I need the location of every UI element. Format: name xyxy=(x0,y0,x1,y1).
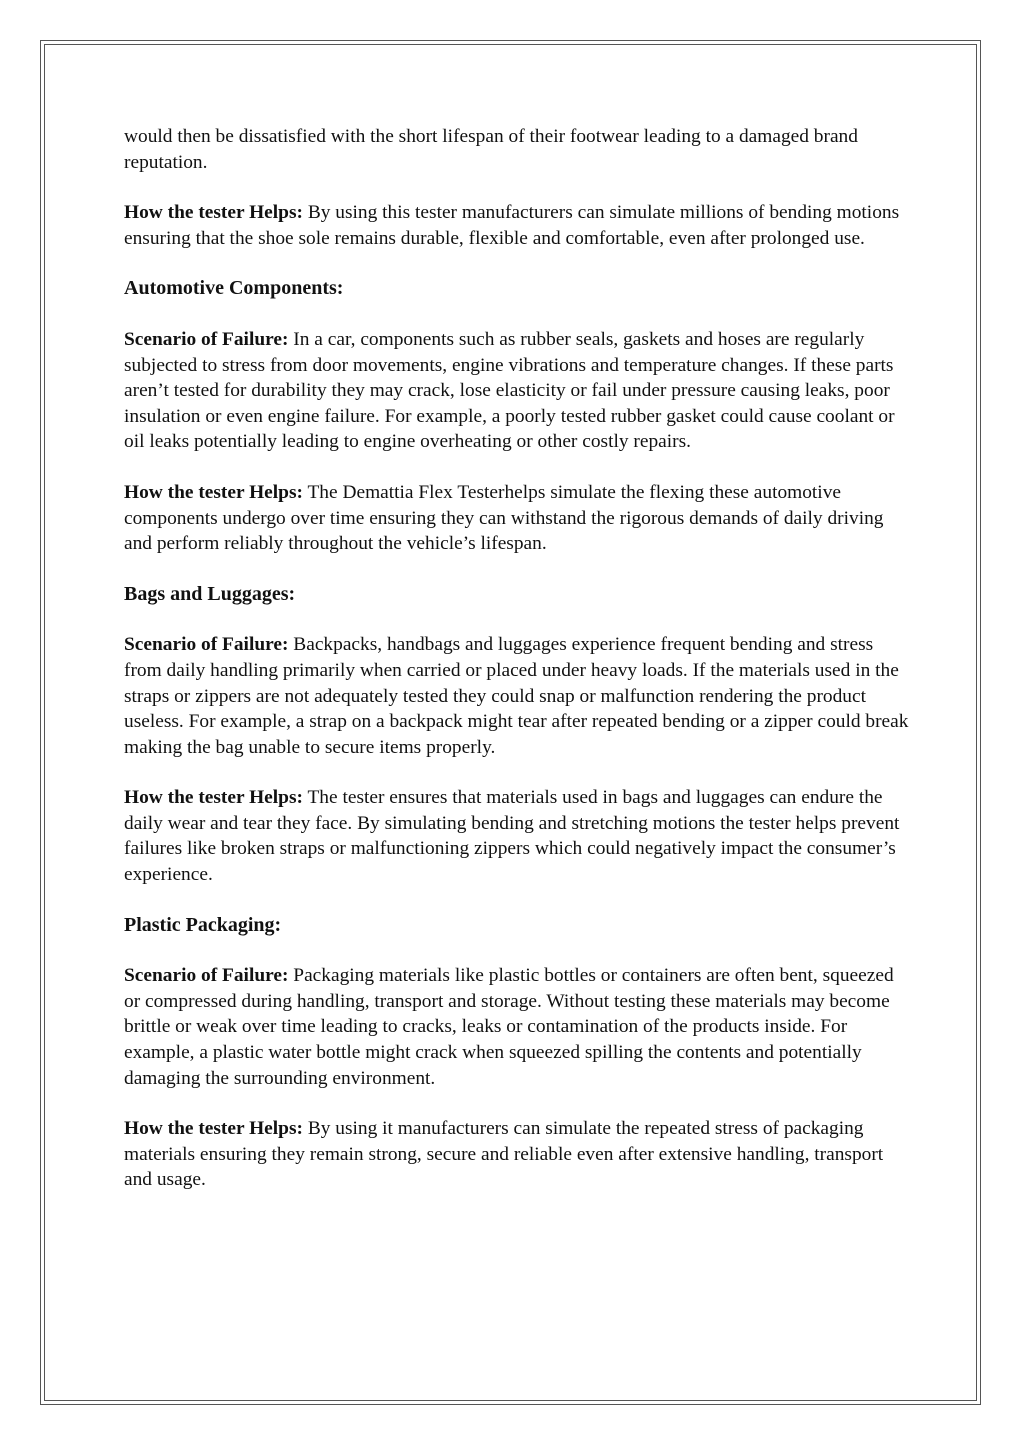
paragraph-lead: How the tester Helps: xyxy=(124,202,303,224)
paragraph-bags-tester-helps xyxy=(124,785,914,887)
paragraph-text: The tester ensures that materials used in bags and luggages can endure the daily wear and tear they face. By simulating bending and stretching motions the tester helps prevent failures like broken straps or malfunctioning zippers which could negatively impact the consumer’s experience. xyxy=(124,787,900,886)
paragraph-text: By using this tester manufacturers can simulate millions of bending motions ensuring that the shoe sole remains durable, flexible and comfortable, even after prolonged use. xyxy=(124,202,900,249)
heading-plastic-packaging: Plastic Packaging: xyxy=(124,913,282,936)
heading-automotive-components: Automotive Components: xyxy=(124,277,344,300)
paragraph-footwear-continued xyxy=(124,124,914,175)
paragraph-bags-scenario xyxy=(124,632,914,760)
paragraph-lead: How the tester Helps: xyxy=(124,481,303,503)
paragraph-text: In a car, components such as rubber seals, gaskets and hoses are regularly subjected to stress from door movements, engine vibrations and temperature changes. If these parts aren’t tested for durability they may crack, lose elasticity or fail under pressure causing leaks, poor insulation or even engine failure. For example, a poorly tested rubber gasket could cause coolant or oil leaks potentially leading to engine overheating or other costly repairs. xyxy=(124,328,895,453)
paragraph-text: Packaging materials like plastic bottles or containers are often bent, squeezed or compressed during handling, transport and storage. Without testing these materials may become brittle or weak over time leading to cracks, leaks or contamination of the products inside. For example, a plastic water bottle might crack when squeezed spilling the contents and potentially damaging the surrounding environment. xyxy=(124,965,894,1089)
paragraph-lead: Scenario of Failure: xyxy=(124,328,289,350)
heading-bags-and-luggages: Bags and Luggages: xyxy=(124,582,296,605)
paragraph-packaging-scenario xyxy=(124,963,914,1091)
paragraph-lead: Scenario of Failure: xyxy=(124,965,289,987)
paragraph-text: The Demattia Flex Testerhelps simulate the flexing these automotive components undergo over time ensuring they can withstand the rigorous demands of daily driving and perform reliably throughout the vehicle’s lifespan. xyxy=(124,481,884,555)
paragraph-text: By using it manufacturers can simulate the repeated stress of packaging materials ensuring they remain strong, secure and reliable even after extensive handling, transport and usage. xyxy=(124,1118,884,1191)
document-body xyxy=(124,124,914,1218)
paragraph-lead: How the tester Helps: xyxy=(124,787,303,809)
paragraph-automotive-scenario xyxy=(124,327,914,455)
paragraph-footwear-tester-helps xyxy=(124,200,914,251)
paragraph-text: Backpacks, handbags and luggages experience frequent bending and stress from daily handling primarily when carried or placed under heavy loads. If the materials used in the straps or zippers are not adequately tested they could snap or malfunction rendering the product useless. For example, a strap on a backpack might tear after repeated bending or a zipper could break making the bag unable to secure items properly. xyxy=(124,634,909,758)
paragraph-lead: How the tester Helps: xyxy=(124,1118,303,1140)
paragraph-text: would then be dissatisfied with the short lifespan of their footwear leading to a damaged brand reputation. xyxy=(124,126,858,173)
paragraph-automotive-tester-helps xyxy=(124,480,914,557)
paragraph-packaging-tester-helps xyxy=(124,1116,914,1193)
paragraph-lead: Scenario of Failure: xyxy=(124,634,289,656)
